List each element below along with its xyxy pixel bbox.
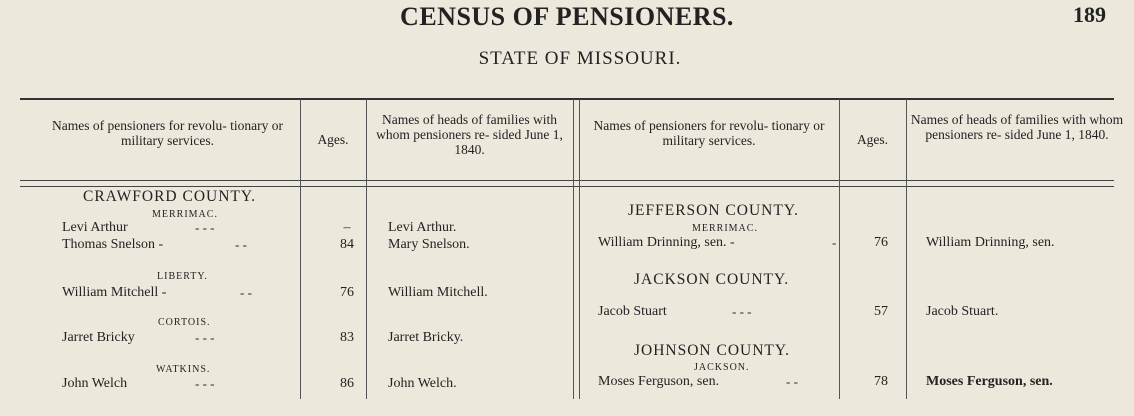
pensioner-age: 83: [340, 330, 354, 345]
leader-dashes: -: [832, 235, 837, 250]
pensioner-name: John Welch: [62, 376, 128, 391]
state-heading: STATE OF MISSOURI.: [478, 48, 682, 69]
pensioner-name: Levi Arthur: [62, 220, 128, 235]
township-heading: CORTOIS.: [158, 317, 211, 328]
family-head: William Mitchell.: [388, 285, 488, 300]
column-divider: [573, 99, 574, 399]
county-heading: JACKSON COUNTY.: [634, 271, 790, 288]
family-head: Jarret Bricky.: [388, 330, 464, 345]
township-heading: LIBERTY.: [157, 271, 208, 282]
county-heading: JEFFERSON COUNTY.: [628, 202, 799, 219]
pensioner-name: William Drinning, sen. -: [598, 235, 735, 250]
pensioner-name: Jarret Bricky: [62, 330, 135, 345]
leader-dashes: - -: [240, 285, 252, 300]
header-heads-left: Names of heads of families with whom pensioners re- sided June 1, 1840.: [376, 112, 563, 157]
header-names-left: Names of pensioners for revolu- tionary or military services.: [52, 118, 283, 148]
header-ages-left: Ages.: [317, 132, 349, 147]
page-number: 189: [1073, 2, 1106, 27]
pensioner-age: 76: [874, 235, 888, 250]
header-heads-right: Names of heads of families with whom pensioners re- sided June 1, 1840.: [910, 112, 1124, 142]
pensioner-age: 84: [340, 237, 354, 252]
pensioner-age: 76: [340, 285, 354, 300]
pensioner-name: Thomas Snelson -: [62, 237, 164, 252]
leader-dashes: - - -: [195, 220, 215, 235]
family-head: William Drinning, sen.: [926, 235, 1055, 250]
header-names-right: Names of pensioners for revolu- tionary or military services.: [593, 118, 825, 148]
column-divider: [906, 99, 907, 399]
leader-dashes: - -: [235, 237, 247, 252]
pensioner-name: Moses Ferguson, sen.: [598, 374, 720, 389]
leader-dashes: - - -: [732, 304, 752, 319]
township-heading: WATKINS.: [156, 364, 211, 375]
column-divider: [839, 99, 840, 399]
pensioner-name: William Mitchell -: [62, 285, 167, 300]
pensioner-age: 86: [340, 376, 354, 391]
column-divider-double: [579, 99, 580, 399]
leader-dashes: - - -: [195, 330, 215, 345]
family-head: Levi Arthur.: [388, 220, 457, 235]
pensioner-age: 78: [874, 374, 888, 389]
county-heading: CRAWFORD COUNTY.: [83, 188, 256, 205]
pensioner-name: Jacob Stuart: [598, 304, 667, 319]
pensioner-age: –: [343, 220, 351, 235]
table-top-rule: [20, 98, 1114, 100]
header-bottom-rule: [20, 180, 1114, 181]
township-heading: MERRIMAC.: [152, 209, 218, 220]
family-head: Mary Snelson.: [388, 237, 470, 252]
leader-dashes: - - -: [195, 376, 215, 391]
family-head: John Welch.: [388, 376, 457, 391]
pensioner-age: 57: [874, 304, 888, 319]
township-heading: MERRIMAC.: [692, 223, 758, 234]
family-head: Moses Ferguson, sen.: [926, 374, 1053, 389]
header-ages-right: Ages.: [856, 132, 889, 147]
header-bottom-rule-2: [20, 186, 1114, 187]
county-heading: JOHNSON COUNTY.: [634, 342, 790, 359]
column-divider: [300, 99, 301, 399]
family-head: Jacob Stuart.: [926, 304, 999, 319]
page-title: CENSUS OF PENSIONERS.: [400, 2, 734, 31]
leader-dashes: - -: [786, 374, 798, 389]
township-heading: JACKSON.: [694, 362, 750, 373]
